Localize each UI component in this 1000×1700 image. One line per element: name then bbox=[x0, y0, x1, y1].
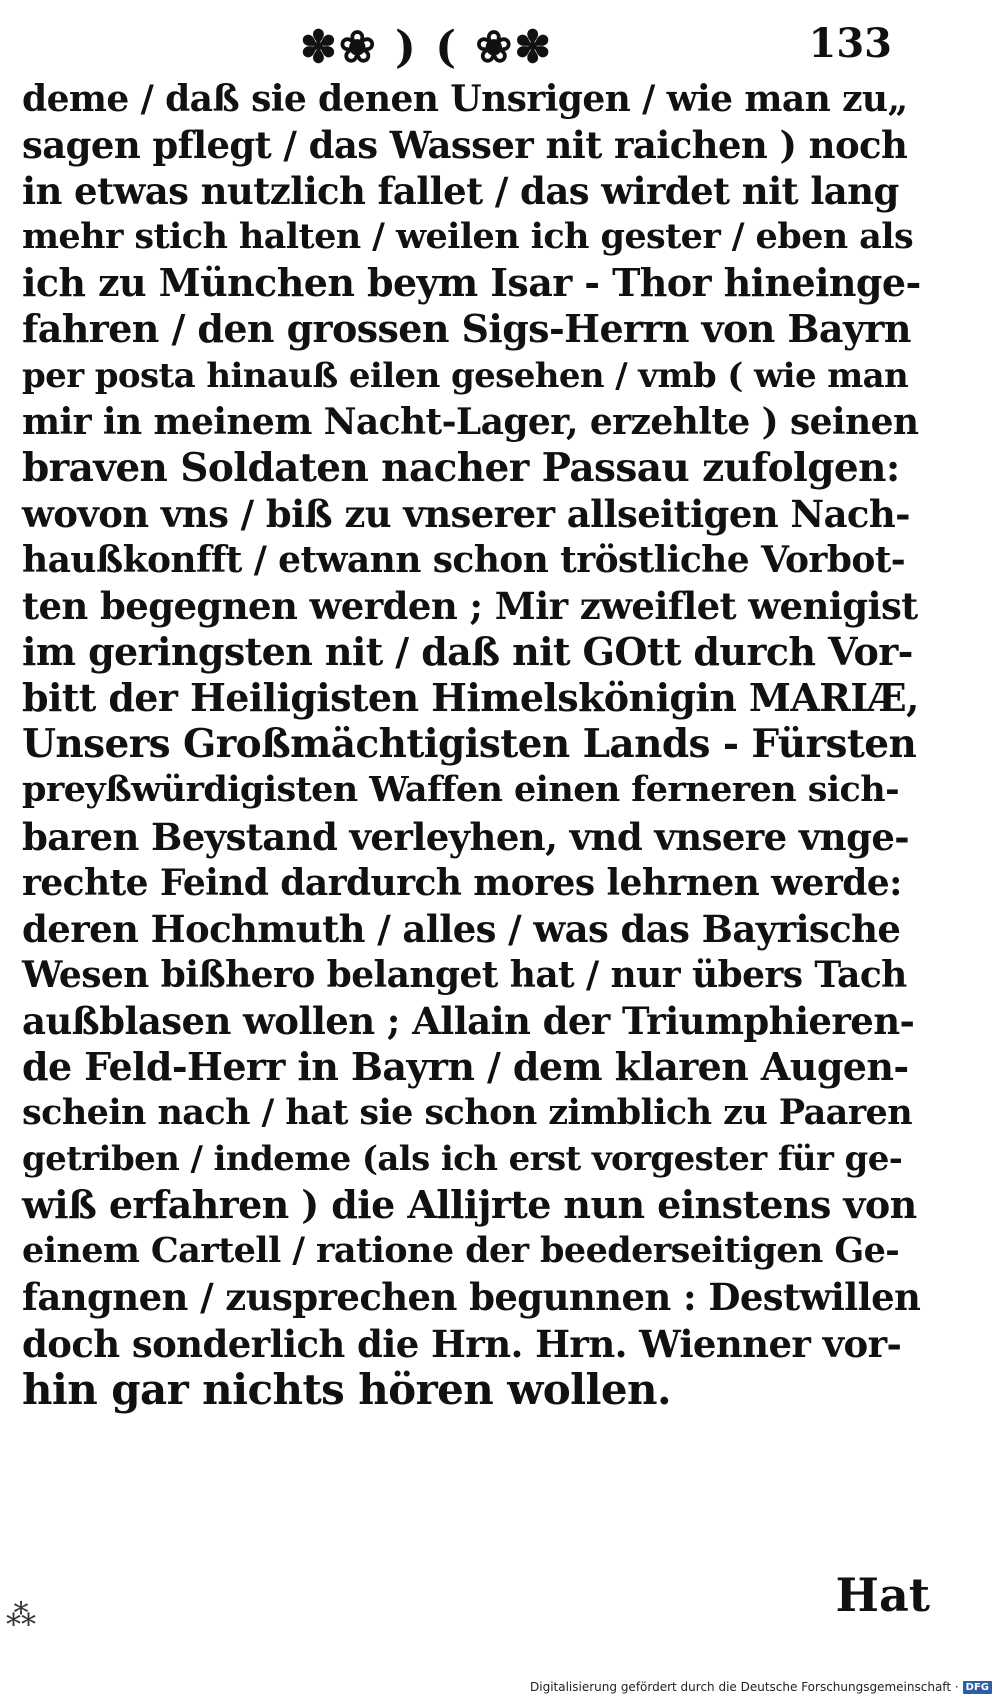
digitization-footer bbox=[530, 1680, 992, 1694]
text-line: einem Cartell / ratione der beederseitigen Ge- bbox=[22, 1230, 900, 1272]
dfg-logo: DFG bbox=[963, 1681, 992, 1694]
text-line: hin gar nichts hören wollen. bbox=[22, 1364, 671, 1414]
text-line: getriben / indeme (als ich erst vorgester für ge- bbox=[22, 1139, 903, 1180]
text-line: per posta hinauß eilen gesehen / vmb ( wie man bbox=[22, 355, 909, 396]
page-header bbox=[0, 18, 1000, 78]
text-line: schein nach / hat sie schon zimblich zu Paaren bbox=[22, 1092, 913, 1134]
text-line: baren Beystand verleyhen, vnd vnsere vnge- bbox=[22, 814, 910, 859]
catchword: Hat bbox=[835, 1568, 930, 1622]
text-line: Unsers Großmächtigisten Lands - Fürsten bbox=[22, 721, 917, 768]
text-line: mehr stich halten / weilen ich gester / eben als bbox=[22, 216, 914, 258]
text-line: wovon vns / biß zu vnserer allseitigen Nach- bbox=[22, 491, 910, 536]
text-line: de Feld-Herr in Bayrn / dem klaren Augen- bbox=[22, 1043, 909, 1089]
text-line: Wesen bißhero belanget hat / nur übers Tach bbox=[22, 953, 907, 996]
text-line: ten begegnen werden ; Mir zweiflet wenigist bbox=[22, 584, 918, 629]
text-line: ich zu München beym Isar - Thor hineinge- bbox=[22, 260, 921, 306]
text-line: fangnen / zusprechen begunnen : Destwillen bbox=[22, 1275, 921, 1320]
text-line: in etwas nutzlich fallet / das wirdet nit lang bbox=[22, 169, 899, 214]
text-line: doch sonderlich die Hrn. Hrn. Wienner vor- bbox=[22, 1321, 902, 1366]
text-line: wiß erfahren ) die Allijrte nun einstens von bbox=[22, 1182, 917, 1228]
footer-credit: Digitalisierung gefördert durch die Deutsche Forschungsgemeinschaft · bbox=[530, 1680, 959, 1694]
text-line: haußkonfft / etwann schon tröstliche Vorbot- bbox=[22, 538, 906, 581]
text-line: im geringsten nit / daß nit GOtt durch Vor- bbox=[22, 629, 913, 675]
text-line: außblasen wollen ; Allain der Triumphieren- bbox=[22, 998, 915, 1043]
margin-mark: ⁂ bbox=[6, 1598, 36, 1633]
text-line: fahren / den grossen Sigs-Herrn von Bayrn bbox=[22, 306, 911, 352]
text-line: preyßwürdigisten Waffen einen ferneren sich- bbox=[22, 769, 900, 811]
header-ornament: ✽❀ ) ( ❀✽ bbox=[300, 22, 554, 73]
text-line: braven Soldaten nacher Passau zufolgen: bbox=[22, 444, 900, 491]
page-number: 133 bbox=[808, 20, 892, 67]
text-line: rechte Feind dardurch mores lehrnen werde: bbox=[22, 861, 902, 904]
text-line: deme / daß sie denen Unsrigen / wie man zu„ bbox=[22, 78, 908, 120]
text-line: sagen pflegt / das Wasser nit raichen ) noch bbox=[22, 123, 908, 168]
body-text bbox=[22, 76, 922, 1413]
text-line: bitt der Heiligisten Himelskönigin MARIÆ, bbox=[22, 675, 919, 721]
text-line: mir in meinem Nacht-Lager, erzehlte ) seinen bbox=[22, 400, 919, 443]
text-line: deren Hochmuth / alles / was das Bayrische bbox=[22, 906, 901, 951]
